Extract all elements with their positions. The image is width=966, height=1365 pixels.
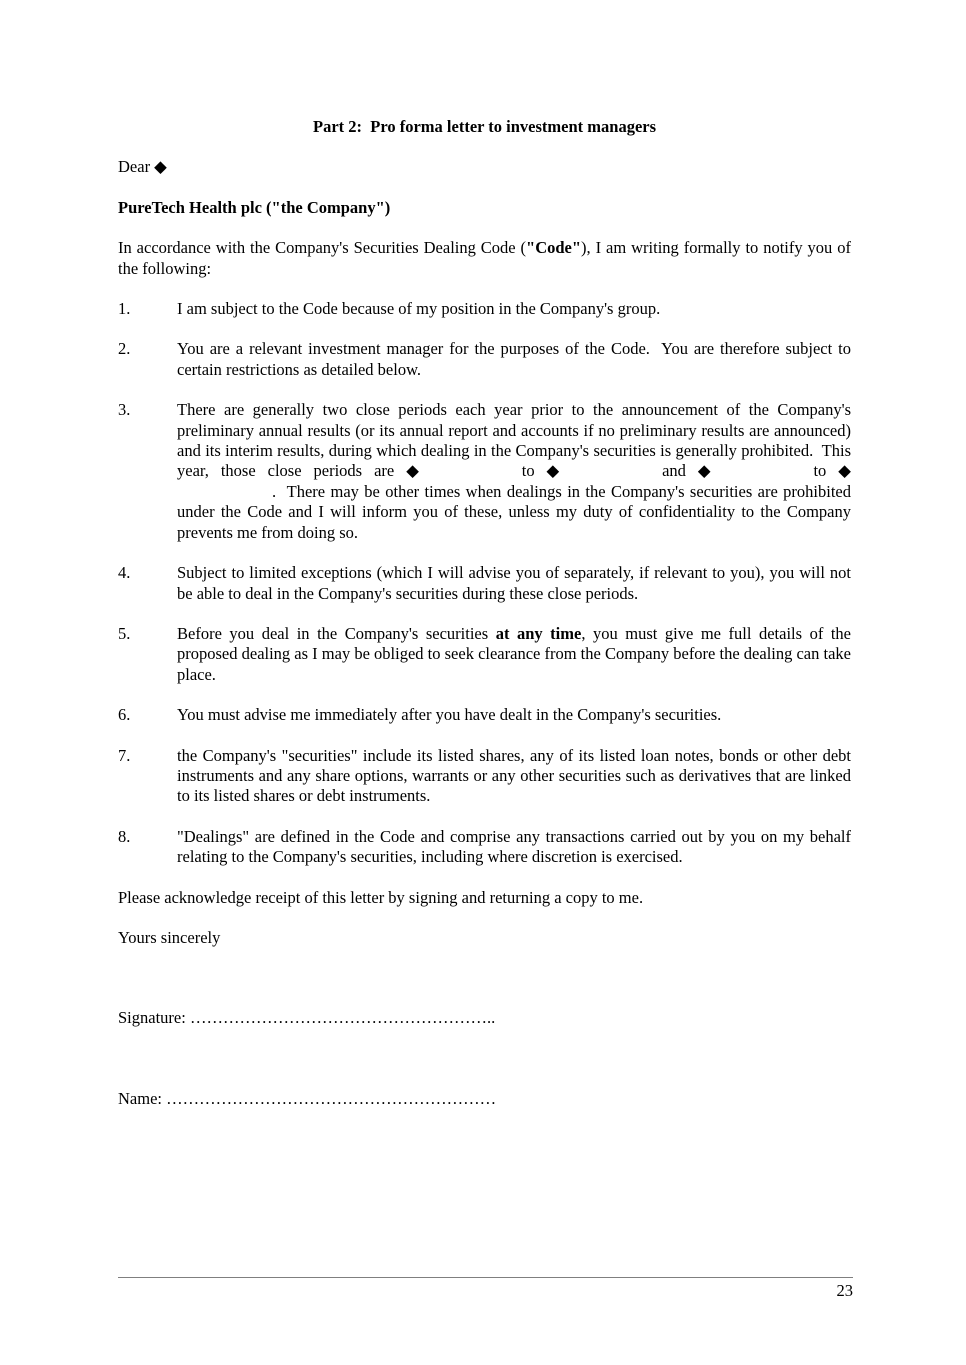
list-item [118, 827, 851, 868]
text-segment: Before you deal in the Company's securities [177, 623, 496, 643]
list-item-number: 8. [118, 826, 131, 846]
bold-text-segment: "Code" [526, 238, 582, 258]
list-item-number: 2. [118, 339, 131, 359]
letter-title: Part 2: Pro forma letter to investment managers [312, 117, 657, 136]
list-item [118, 624, 851, 685]
text-segment: "Dealings" are defined in the Code and comprise any transactions carried out by you on my behalf relating to the Company's securities, including where discretion is exercised. [177, 826, 851, 867]
text-segment: You must advise me immediately after you have dealt in the Company's securities. [177, 705, 722, 725]
text-segment: , you must give me full details of the proposed dealing as I may be obliged to seek clearance from the Company before the dealing can take place. [177, 623, 852, 684]
closing-request: Please acknowledge receipt of this letter by signing and returning a copy to me. [118, 887, 644, 907]
list-item-text [177, 746, 851, 807]
list-item-text [177, 827, 851, 868]
text-segment: the Company's "securities" include its listed shares, any of its listed loan notes, bonds or other debt instruments and any share options, warrants or any other securities such as derivatives that are linked to its listed shares or debt instruments. [177, 745, 851, 806]
list-item [118, 746, 851, 807]
list-item [118, 339, 851, 380]
letter-body [118, 117, 851, 1129]
list-item-number: 4. [118, 563, 131, 583]
bold-text-segment: at any time [495, 623, 582, 643]
name-line: Name: …………………………………………………… [118, 1088, 497, 1108]
signature-line: Signature: ……………………………………………….. [118, 1008, 496, 1028]
list-item-text [177, 400, 851, 543]
text-segment: ◆ [406, 461, 427, 481]
list-item-text [177, 563, 851, 604]
list-item-text [177, 705, 851, 725]
text-segment: ◆ [546, 461, 568, 481]
page-footer [118, 1277, 853, 1301]
list-item [118, 705, 851, 725]
list-item-number: 3. [118, 400, 131, 420]
text-segment: I am subject to the Code because of my position in the Company's group. [177, 299, 661, 319]
text-segment: . There may be other times when dealings in the Company's securities are prohibited under the Code and I will inform you of these, unless my duty of confidentiality to the Company prevents me from doing so. [177, 481, 851, 542]
text-segment: You are a relevant investment manager for the purposes of the Code. You are therefore subject to certain restrictions as detailed below. [177, 339, 851, 379]
list-item-number: 7. [118, 745, 131, 765]
text-segment: Subject to limited exceptions (which I will advise you of separately, if relevant to you), you will not be able to deal in the Company's securities during these close periods. [177, 563, 851, 603]
text-segment: and [662, 461, 698, 481]
numbered-list [118, 299, 851, 868]
company-heading: PureTech Health plc ("the Company") [118, 197, 391, 217]
intro-paragraph [118, 238, 851, 279]
list-item [118, 400, 851, 543]
list-item-number: 6. [118, 705, 131, 725]
salutation: Dear ◆ [118, 157, 167, 177]
text-segment: ◆ [697, 461, 719, 481]
list-item-number: 1. [118, 299, 131, 319]
list-item-number: 5. [118, 623, 131, 643]
text-segment: to [521, 461, 547, 481]
list-item-text [177, 339, 851, 380]
list-item-text [177, 624, 851, 685]
text-segment: ◆ [838, 461, 851, 481]
list-item [118, 299, 851, 319]
list-item-text [177, 299, 851, 319]
text-segment: ), I am writing formally to notify you of the following: [118, 238, 851, 278]
text-segment: In accordance with the Company's Securities Dealing Code ( [118, 238, 527, 258]
text-segment: to [813, 461, 839, 481]
sign-off: Yours sincerely [118, 927, 221, 947]
list-item [118, 563, 851, 604]
page-number: 23 [836, 1281, 853, 1300]
text-segment: There are generally two close periods each year prior to the announcement of the Company's preliminary annual results (or its annual report and accounts if no preliminary results are announced) and its interim results, during which dealing in the Company's securities is generally prohibited. This year, those close periods are [177, 400, 851, 481]
